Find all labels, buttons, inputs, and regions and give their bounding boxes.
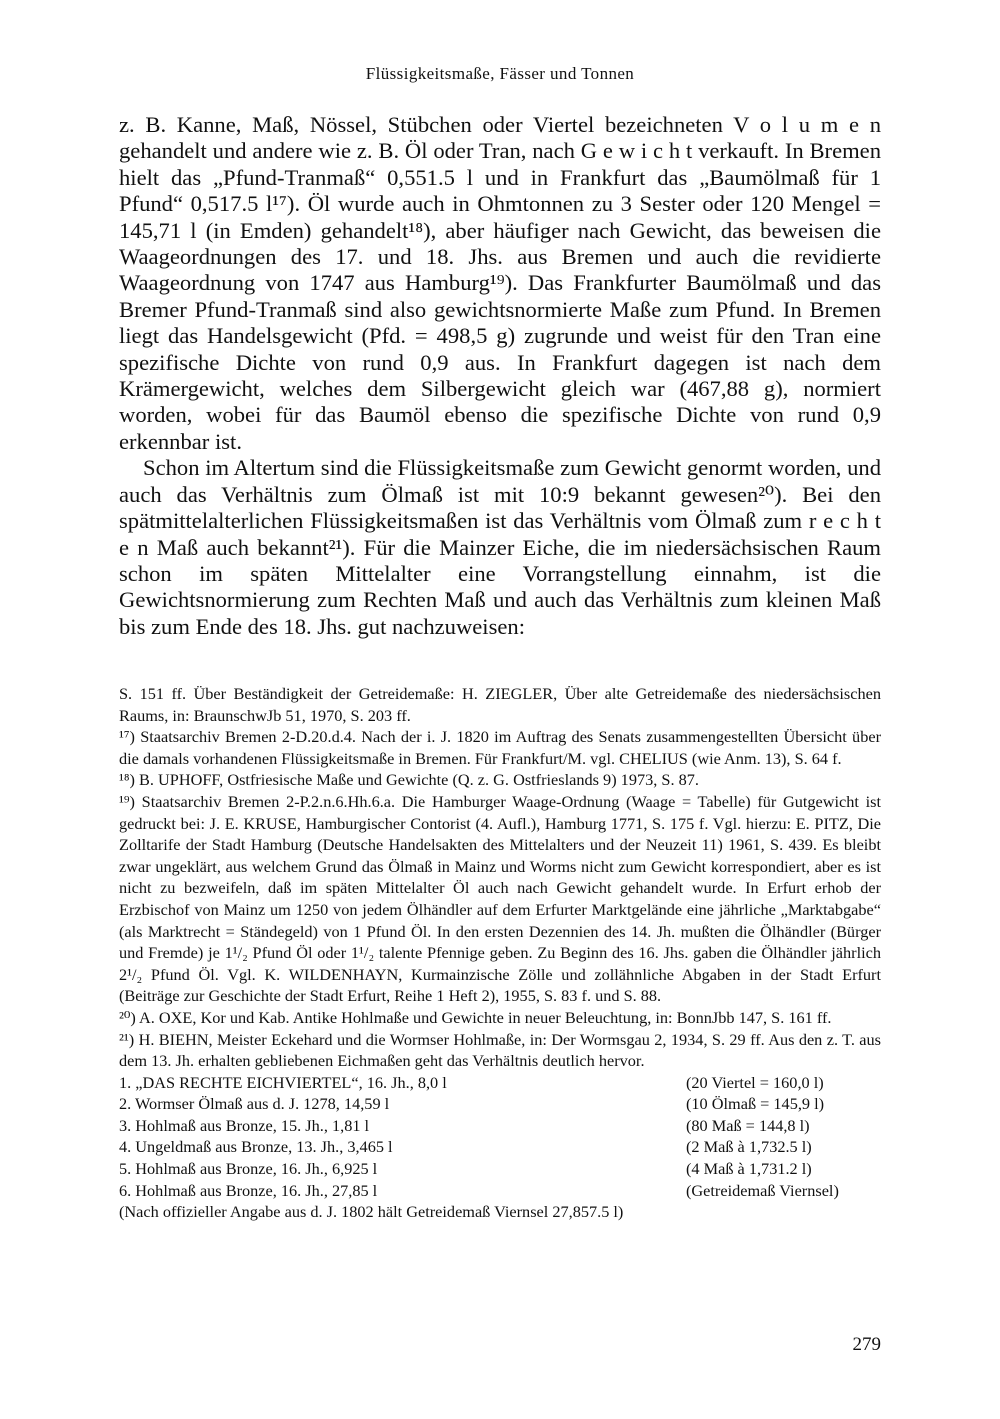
footnote-21: ²¹) H. BIEHN, Meister Eckehard und die Wormser Hohlmaße, in: Der Wormsgau 2, 1934, S. 29 ff. Aus den z. T. aus dem 13. Jh. erhalten gebliebenen Eichmaßen geht das Verhältnis deutlich hervor. (119, 1029, 881, 1071)
list-item-value: (20 Viertel = 160,0 l) (686, 1072, 824, 1092)
list-item-description: 3. Hohlmaß aus Bronze, 15. Jh., 1,81 l (119, 1115, 370, 1135)
list-item (119, 1180, 881, 1202)
list-item-description: 6. Hohlmaß aus Bronze, 16. Jh., 27,85 l (119, 1180, 378, 1200)
footnote-20: ²⁰) A. OXE, Kor und Kab. Antike Hohlmaße und Gewichte in neuer Beleuchtung, in: BonnJbb 147, S. 161 ff. (119, 1007, 832, 1027)
measure-list (119, 1072, 881, 1202)
list-item (119, 1093, 881, 1115)
list-item-value: (80 Maß = 144,8 l) (686, 1115, 810, 1135)
list-item-description: 4. Ungeldmaß aus Bronze, 13. Jh., 3,465 l (119, 1137, 393, 1157)
body-paragraph-2: Schon im Altertum sind die Flüssigkeitsmaße zum Gewicht genormt worden, und auch das Verhältnis zum Ölmaß ist mit 10:9 bekannt gewesen²⁰). Bei den spätmittelalterlichen Flüssigkeitsmaßen ist das Verhältnis vom Ölmaß zum r e c h t e n Maß auch bekannt²¹). Für die Mainzer Eiche, die im niedersächsischen Raum schon im späten Mittelalter eine Vorrangstellung einnahm, ist die Gewichtsnormierung zum Rechten Maß und auch das Verhältnis zum kleinen Maß bis zum Ende des 18. Jhs. gut nachzuweisen: (119, 455, 881, 639)
footnote-19: ¹⁹) Staatsarchiv Bremen 2-P.2.n.6.Hh.6.a. Die Hamburger Waage-Ordnung (Waage = Tabelle) für Gutgewicht ist gedruckt bei: J. E. KRUSE, Hamburgischer Contorist (4. Aufl.), Hamburg 1771, S. 175 f. Vgl. hierzu: E. PITZ, Die Zolltarife der Stadt Hamburg (Deutsche Handelsakten des Mittelalters und der Neuzeit 11) 1961, S. 439. Es bleibt zwar ungeklärt, aus welchem Grund das Ölmaß in Mainz und Worms nicht zum Gewicht korrespondiert, aber es ist nicht zu bezweifeln, daß im späten Mittelalter Öl auch nach Gewicht gehandelt wurde. In Erfurt erhob der Erzbischof von Mainz um 1250 von jedem Ölhändler auf dem Erfurter Marktgelände eine jährliche „Marktabgabe“ (als Marktrecht = Ständegeld) von 1 Pfund Öl. In den ersten Dezennien des 14. Jh. mußten die Ölhändler (Bürger und Fremde) je 1¹/₂ Pfund Öl oder 1¹/₂ talente Pfennige geben. Zu Beginn des 16. Jhs. gaben die Ölhändler jährlich 2¹/₂ Pfund Öl. Vgl. K. WILDENHAYN, Kurmainzische Zölle und zollähnliche Abgaben in der Stadt Erfurt (Beiträge zur Geschichte der Stadt Erfurt, Reihe 1 Heft 2), 1955, S. 83 f. und S. 88. (119, 791, 881, 1006)
running-header: Flüssigkeitsmaße, Fässer und Tonnen (365, 64, 635, 83)
list-item (119, 1072, 881, 1094)
footnote-18: ¹⁸) B. UPHOFF, Ostfriesische Maße und Gewichte (Q. z. G. Ostfrieslands 9) 1973, S. 87. (119, 770, 699, 790)
list-item (119, 1136, 881, 1158)
main-text (119, 112, 881, 640)
footnote-final-line: (Nach offizieller Angabe aus d. J. 1802 hält Getreidemaß Viernsel 27,857.5 l) (119, 1202, 624, 1222)
footnotes (119, 683, 881, 1223)
list-item-value: (4 Maß à 1,731.2 l) (686, 1159, 812, 1179)
footnote-17: ¹⁷) Staatsarchiv Bremen 2-D.20.d.4. Nach der i. J. 1820 im Auftrag des Senats zusammengestellten Übersicht über die damals vorhandenen Flüssigkeitsmaße in Bremen. Für Frankfurt/M. vgl. CHELIUS (wie Anm. 13), S. 64 f. (119, 727, 881, 768)
list-item (119, 1158, 881, 1180)
list-item-value: (2 Maß à 1,732.5 l) (686, 1137, 812, 1157)
list-item (119, 1115, 881, 1137)
list-item-description: 5. Hohlmaß aus Bronze, 16. Jh., 6,925 l (119, 1159, 378, 1179)
list-item-description: 1. „DAS RECHTE EICHVIERTEL“, 16. Jh., 8,0 l (119, 1072, 447, 1092)
list-item-value: (Getreidemaß Viernsel) (686, 1180, 839, 1200)
list-item-value: (10 Ölmaß = 145,9 l) (686, 1094, 825, 1114)
list-item-description: 2. Wormser Ölmaß aus d. J. 1278, 14,59 l (119, 1094, 390, 1114)
page-number: 279 (852, 1334, 881, 1355)
footnote-continuation: S. 151 ff. Über Beständigkeit der Getreidemaße: H. ZIEGLER, Über alte Getreidemaße des niedersächsischen Raums, in: BraunschwJb 51, 1970, S. 203 ff. (119, 684, 881, 725)
body-paragraph-1: z. B. Kanne, Maß, Nössel, Stübchen oder Viertel bezeichneten V o l u m e n gehandelt und andere wie z. B. Öl oder Tran, nach G e w i c h t verkauft. In Bremen hielt das „Pfund-Tranmaß“ 0,551.5 l und in Frankfurt das „Baumölmaß für 1 Pfund“ 0,517.5 l¹⁷). Öl wurde auch in Ohmtonnen zu 3 Sester oder 120 Mengel = 145,71 l (in Emden) gehandelt¹⁸), aber häufiger nach Gewicht, das beweisen die Waageordnungen des 17. und 18. Jhs. aus Bremen und auch die revidierte Waageordnung von 1747 aus Hamburg¹⁹). Das Frankfurter Baumölmaß und das Bremer Pfund-Tranmaß sind also gewichtsnormierte Maße zum Pfund. In Bremen liegt das Handelsgewicht (Pfd. = 498,5 g) zugrunde und weist für den Tran eine spezifische Dichte von rund 0,9 aus. In Frankfurt dagegen ist nach dem Krämergewicht, welches dem Silbergewicht gleich war (467,88 g), normiert worden, wobei für das Baumöl ebenso die spezifische Dichte von rund 0,9 erkennbar ist. (119, 112, 881, 454)
